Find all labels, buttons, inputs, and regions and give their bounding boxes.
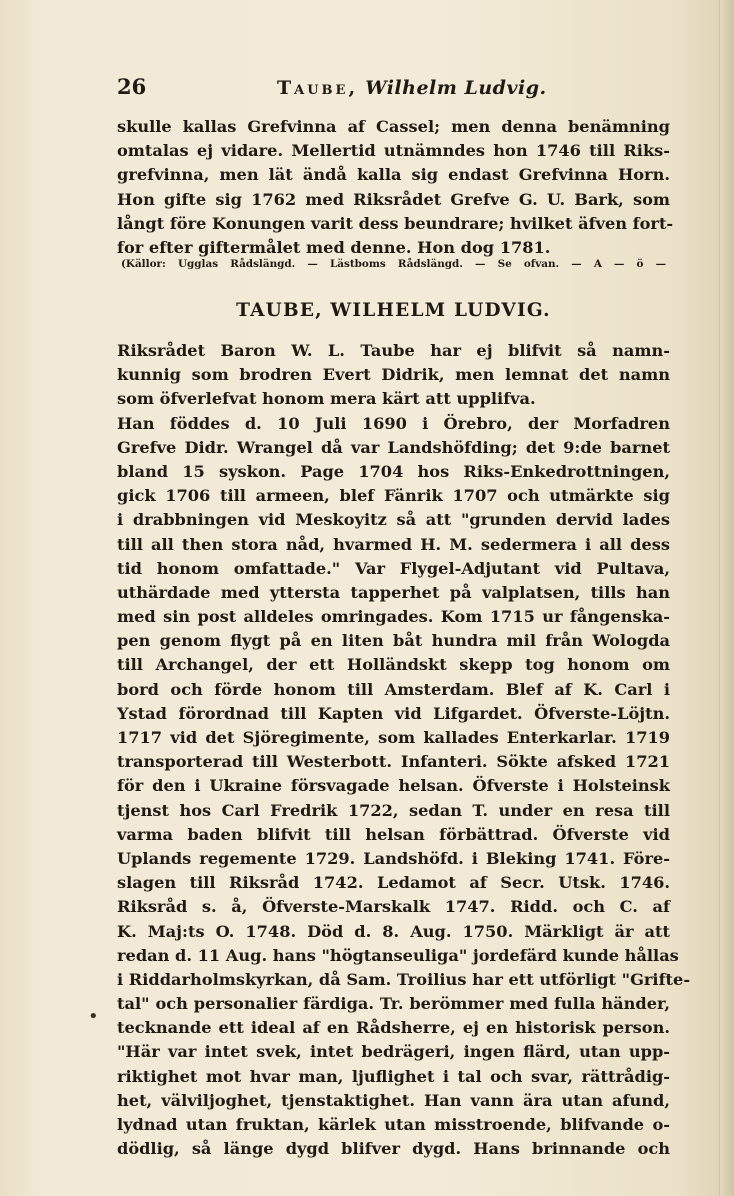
running-head-surname: Taube,: [277, 77, 359, 99]
text-line: riktighet mot hvar man, ljuflighet i tal och svar, rättrådig-: [117, 1066, 670, 1086]
text-line: Han föddes d. 10 Juli 1690 i Örebro, der Morfadren: [117, 413, 670, 433]
text-line: Ystad förordnad till Kapten vid Lifgardet. Öfverste-Löjtn.: [117, 703, 670, 723]
margin-mark: •: [88, 1006, 99, 1027]
text-line: "Här var intet svek, intet bedrägeri, ingen flärd, utan upp-: [117, 1042, 670, 1062]
text-line: till all then stora nåd, hvarmed H. M. sedermera i all dess: [117, 534, 670, 554]
text-line: het, välviljoghet, tjenstaktighet. Han vann ära utan afund,: [117, 1090, 670, 1110]
text-line: i drabbningen vid Meskoyitz så att "grunden dervid lades: [117, 510, 670, 530]
text-line: kunnig som brodren Evert Didrik, men lemnat det namn: [117, 365, 670, 385]
running-head: [277, 77, 547, 99]
text-line: långt före Konungen varit dess beundrare; hvilket äfven fort-: [117, 213, 674, 233]
text-line: gick 1706 till armeen, blef Fänrik 1707 och utmärkte sig: [117, 486, 670, 506]
sources-line: (Källor: Ugglas Rådslängd. — Lästboms Rådslängd. — Se ofvan. — A — ö —: [121, 258, 666, 270]
running-head-name: Wilhelm Ludvig.: [365, 77, 547, 99]
text-line: Riksrådet Baron W. L. Taube har ej blifvit så namn-: [117, 341, 670, 360]
text-line: pen genom flygt på en liten båt hundra mil från Wologda: [117, 631, 670, 651]
text-line: uthärdade med yttersta tapperhet på valplatsen, tills han: [117, 582, 670, 602]
text-line: bord och förde honom till Amsterdam. Blef af K. Carl i: [117, 679, 670, 699]
text-line: grefvinna, men lät ändå kalla sig endast Grefvinna Horn.: [117, 165, 670, 185]
text-line: tecknande ett ideal af en Rådsherre, ej en historisk person.: [117, 1018, 670, 1038]
entry-heading: TAUBE, WILHELM LUDVIG.: [236, 300, 551, 321]
text-line: med sin post alldeles omringades. Kom 1715 ur fångenska-: [117, 607, 670, 627]
text-line: varma baden blifvit till helsan förbättrad. Öfverste vid: [117, 824, 670, 844]
text-line: Hon gifte sig 1762 med Riksrådet Grefve G. U. Bark, som: [117, 189, 670, 209]
text-line: tal" och personalier färdiga. Tr. berömmer med fulla händer,: [117, 994, 670, 1014]
text-line: för den i Ukraine försvagade helsan. Öfverste i Holsteinsk: [117, 776, 670, 796]
text-line: Uplands regemente 1729. Landshöfd. i Bleking 1741. Före-: [117, 848, 670, 868]
text-line: som öfverlefvat honom mera kärt att upplifva.: [117, 389, 536, 409]
text-line: Grefve Didr. Wrangel då var Landshöfding; det 9:de barnet: [117, 437, 670, 457]
text-line: till Archangel, der ett Holländskt skepp tog honom om: [117, 655, 670, 675]
text-line: tjenst hos Carl Fredrik 1722, sedan T. under en resa till: [117, 800, 670, 820]
text-line: omtalas ej vidare. Mellertid utnämndes hon 1746 till Riks-: [117, 141, 670, 161]
previous-entry-paragraph: [117, 115, 674, 260]
text-line: Riksråd s. å, Öfverste-Marskalk 1747. Ridd. och C. af: [117, 897, 670, 917]
page-number: 26: [117, 74, 147, 99]
entry-body: [117, 339, 691, 1161]
text-line: dödlig, så länge dygd blifver dygd. Hans brinnande och: [117, 1139, 670, 1159]
page-edge: [719, 0, 734, 1196]
text-line: lydnad utan fruktan, kärlek utan misstroende, blifvande o-: [117, 1115, 670, 1134]
text-line: redan d. 11 Aug. hans "högtanseuliga" jordefärd kunde hållas: [117, 945, 679, 965]
text-line: for efter giftermålet med denne. Hon dog 1781.: [117, 237, 551, 257]
text-line: transporterad till Westerbott. Infanteri. Sökte afsked 1721: [117, 752, 670, 772]
text-line: K. Maj:ts O. 1748. Död d. 8. Aug. 1750. Märkligt är att: [117, 921, 670, 941]
text-line: tid honom omfattade." Var Flygel-Adjutant vid Pultava,: [117, 558, 670, 578]
text-line: slagen till Riksråd 1742. Ledamot af Secr. Utsk. 1746.: [117, 873, 670, 893]
text-line: bland 15 syskon. Page 1704 hos Riks-Enkedrottningen,: [117, 461, 670, 481]
text-line: skulle kallas Grefvinna af Cassel; men denna benämning: [117, 117, 670, 136]
page-header: [117, 74, 677, 104]
text-line: 1717 vid det Sjöregimente, som kallades Enterkarlar. 1719: [117, 728, 670, 747]
text-line: i Riddarholmskyrkan, då Sam. Troilius har ett utförligt "Grifte-: [117, 969, 691, 989]
